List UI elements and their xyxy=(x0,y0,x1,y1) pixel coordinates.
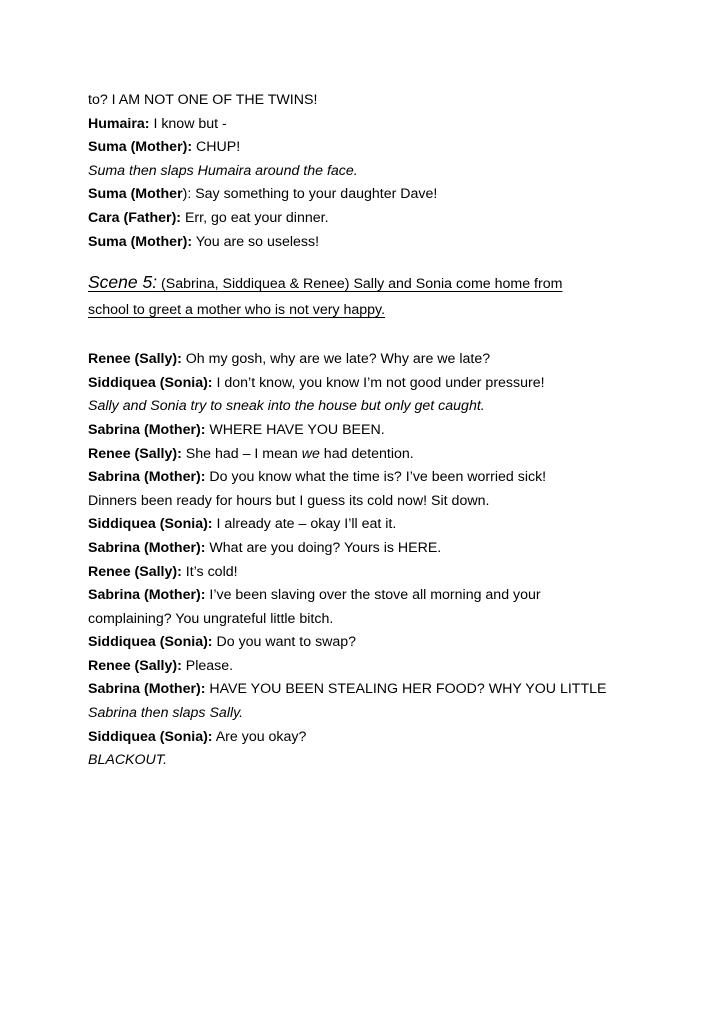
speaker-name: Cara (Father): xyxy=(88,209,182,226)
scene-heading-continued xyxy=(88,296,688,324)
dialogue-text: You are so useless! xyxy=(192,233,320,250)
script-line xyxy=(88,419,688,443)
script-line xyxy=(88,561,688,585)
spacer xyxy=(88,254,688,268)
dialogue-text: CHUP! xyxy=(192,139,241,156)
speaker-name: Siddiquea (Sonia): xyxy=(88,516,213,533)
dialogue-text: ): Say something to your daughter Dave! xyxy=(182,186,438,203)
script-line xyxy=(88,513,688,537)
dialogue-text: Are you okay? xyxy=(212,728,307,745)
dialogue-text: Oh my gosh, why are we late? Why are we late? xyxy=(181,351,491,368)
dialogue-text: What are you doing? Yours is HERE. xyxy=(205,539,442,556)
script-line xyxy=(88,726,688,750)
dialogue-text: Dinners been ready for hours but I guess its cold now! Sit down. xyxy=(88,492,490,509)
speaker-name: Humaira: xyxy=(88,115,150,132)
stage-direction: Sabrina then slaps Sally. xyxy=(88,705,244,722)
script-line xyxy=(88,537,688,561)
dialogue-text: WHERE HAVE YOU BEEN. xyxy=(205,421,385,438)
script-line xyxy=(88,372,688,396)
script-line xyxy=(88,113,688,137)
scene-description: (Sabrina, Siddiquea & Renee) Sally and Sonia come home from xyxy=(157,276,563,293)
script-line xyxy=(88,584,688,608)
script-line xyxy=(88,348,688,372)
scene-number: Scene 5: xyxy=(88,272,158,293)
spacer xyxy=(88,324,688,348)
speaker-name: Sabrina (Mother): xyxy=(88,587,206,604)
dialogue-text: had detention. xyxy=(319,445,414,462)
speaker-name: Sabrina (Mother): xyxy=(88,469,206,486)
script-line xyxy=(88,443,688,467)
script-line xyxy=(88,490,688,514)
speaker-name: Sabrina (Mother): xyxy=(88,539,206,556)
script-line xyxy=(88,183,688,207)
dialogue-text: Do you know what the time is? I’ve been worried sick! xyxy=(205,469,547,486)
stage-direction: BLACKOUT. xyxy=(88,752,168,769)
dialogue-text: HAVE YOU BEEN STEALING HER FOOD? WHY YOU LITTLE xyxy=(205,681,607,698)
speaker-name: Siddiquea (Sonia): xyxy=(88,374,213,391)
script-line xyxy=(88,136,688,160)
speaker-name: Suma (Mother): xyxy=(88,139,193,156)
speaker-name: Sabrina (Mother): xyxy=(88,421,206,438)
scene-description: school to greet a mother who is not very happy. xyxy=(88,302,386,319)
script-line xyxy=(88,466,688,490)
dialogue-text: It’s cold! xyxy=(181,563,238,580)
stage-direction: Sally and Sonia try to sneak into the house but only get caught. xyxy=(88,398,485,415)
scene-heading xyxy=(88,268,688,296)
speaker-name: Renee (Sally): xyxy=(88,445,182,462)
dialogue-text: complaining? You ungrateful little bitch. xyxy=(88,610,334,627)
dialogue-text: Err, go eat your dinner. xyxy=(181,209,329,226)
stage-direction: Suma then slaps Humaira around the face. xyxy=(88,162,358,179)
speaker-name: Renee (Sally): xyxy=(88,351,182,368)
speaker-name: Renee (Sally): xyxy=(88,563,182,580)
script-line xyxy=(88,608,688,632)
speaker-name: Renee (Sally): xyxy=(88,657,182,674)
emphasis-text: we xyxy=(301,445,320,462)
speaker-name: Siddiquea (Sonia): xyxy=(88,634,213,651)
dialogue-text: Please. xyxy=(181,657,234,674)
dialogue-text: She had – I mean xyxy=(181,445,302,462)
script-line xyxy=(88,89,688,113)
script-line xyxy=(88,655,688,679)
speaker-name: Suma (Mother xyxy=(88,186,183,203)
dialogue-text: I already ate – okay I’ll eat it. xyxy=(212,516,397,533)
script-line xyxy=(88,678,688,702)
speaker-name: Suma (Mother): xyxy=(88,233,193,250)
speaker-name: Sabrina (Mother): xyxy=(88,681,206,698)
script-line xyxy=(88,631,688,655)
script-line xyxy=(88,207,688,231)
speaker-name: Siddiquea (Sonia): xyxy=(88,728,213,745)
dialogue-text: to? I AM NOT ONE OF THE TWINS! xyxy=(88,92,318,108)
dialogue-text: I’ve been slaving over the stove all morning and your xyxy=(205,587,541,604)
dialogue-text: I know but - xyxy=(149,115,227,132)
script-page xyxy=(88,89,688,773)
script-line xyxy=(88,231,688,255)
dialogue-text: I don’t know, you know I’m not good under pressure! xyxy=(212,374,545,391)
dialogue-text: Do you want to swap? xyxy=(212,634,357,651)
